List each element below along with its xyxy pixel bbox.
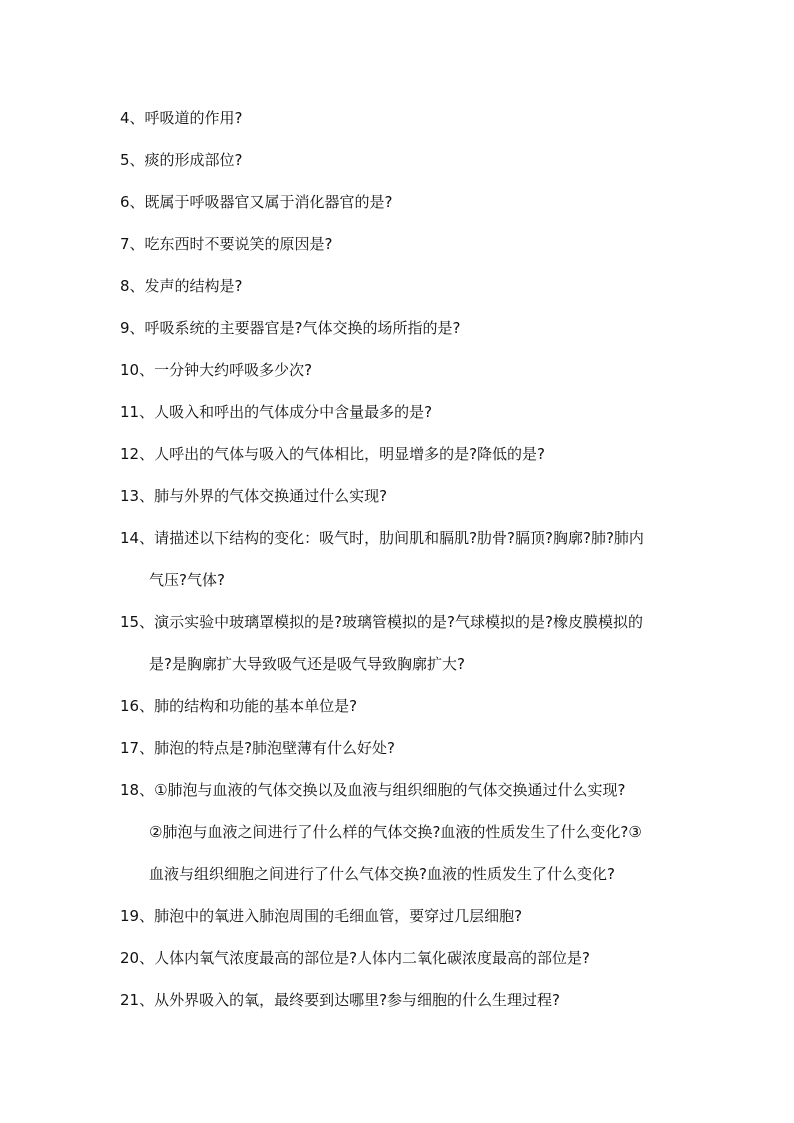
question-number: 13、 [120,487,155,505]
question-continuation-line [120,643,680,685]
question-continuation-line [120,559,680,601]
question-first-line [120,685,680,727]
question-first-line [120,727,680,769]
question-number: 12、 [120,445,155,463]
question-number: 14、 [120,529,155,547]
question-text: 血液与组织细胞之间进行了什么气体交换?血液的性质发生了什么变化? [149,865,615,883]
question-item [120,685,680,727]
question-number: 4、 [120,109,145,127]
question-item [120,517,680,601]
question-number: 9、 [120,319,145,337]
question-first-line [120,265,680,307]
question-text: 肺泡的特点是?肺泡壁薄有什么好处? [154,739,396,757]
question-text: 发声的结构是? [144,277,243,295]
question-text: 气压?气体? [149,571,225,589]
question-number: 7、 [120,235,145,253]
question-item [120,475,680,517]
question-text: ①肺泡与血液的气体交换以及血液与组织细胞的气体交换通过什么实现? [154,781,626,799]
question-first-line [120,937,680,979]
question-text: 人吸入和呼出的气体成分中含量最多的是? [154,403,433,421]
question-first-line [120,433,680,475]
question-text: 演示实验中玻璃罩模拟的是?玻璃管模拟的是?气球模拟的是?橡皮膜模拟的 [154,613,643,631]
question-text: 肺的结构和功能的基本单位是? [154,697,358,715]
question-text: 人呼出的气体与吸入的气体相比，明显增多的是?降低的是? [154,445,546,463]
question-item [120,979,680,1021]
question-text: 既属于呼吸器官又属于消化器官的是? [144,193,393,211]
question-text: ②肺泡与血液之间进行了什么样的气体交换?血液的性质发生了什么变化?③ [149,823,642,841]
question-first-line [120,475,680,517]
question-number: 11、 [120,403,155,421]
question-item [120,895,680,937]
question-item [120,223,680,265]
question-item [120,181,680,223]
question-number: 10、 [120,361,155,379]
question-number: 16、 [120,697,155,715]
question-item [120,391,680,433]
question-text: 肺泡中的氧进入肺泡周围的毛细血管，要穿过几层细胞? [154,907,523,925]
question-first-line [120,979,680,1021]
question-number: 21、 [120,991,155,1009]
question-number: 8、 [120,277,145,295]
question-item [120,769,680,895]
question-text: 肺与外界的气体交换通过什么实现? [154,487,388,505]
question-continuation-line [120,811,680,853]
question-first-line [120,349,680,391]
question-item [120,139,680,181]
question-item [120,97,680,139]
question-text: 呼吸道的作用? [144,109,243,127]
question-item [120,349,680,391]
question-number: 17、 [120,739,155,757]
question-text: 请描述以下结构的变化：吸气时，肋间肌和膈肌?肋骨?膈顶?胸廓?肺?肺内 [154,529,644,547]
question-item [120,307,680,349]
question-number: 6、 [120,193,145,211]
question-item [120,265,680,307]
question-number: 5、 [120,151,145,169]
question-continuation-line [120,853,680,895]
question-number: 18、 [120,781,155,799]
question-item [120,727,680,769]
question-text: 呼吸系统的主要器官是?气体交换的场所指的是? [144,319,461,337]
question-first-line [120,391,680,433]
question-item [120,601,680,685]
question-item [120,433,680,475]
question-first-line [120,601,680,643]
question-first-line [120,139,680,181]
question-text: 吃东西时不要说笑的原因是? [144,235,333,253]
question-item [120,937,680,979]
question-first-line [120,517,680,559]
question-text: 痰的形成部位? [144,151,243,169]
question-text: 一分钟大约呼吸多少次? [154,361,313,379]
question-first-line [120,181,680,223]
question-first-line [120,307,680,349]
question-number: 20、 [120,949,155,967]
question-first-line [120,895,680,937]
question-first-line [120,769,680,811]
question-text: 人体内氧气浓度最高的部位是?人体内二氧化碳浓度最高的部位是? [154,949,591,967]
question-number: 19、 [120,907,155,925]
question-text: 是?是胸廓扩大导致吸气还是吸气导致胸廓扩大? [149,655,465,673]
question-text: 从外界吸入的氧，最终要到达哪里?参与细胞的什么生理过程? [154,991,561,1009]
question-first-line [120,223,680,265]
question-first-line [120,97,680,139]
question-number: 15、 [120,613,155,631]
